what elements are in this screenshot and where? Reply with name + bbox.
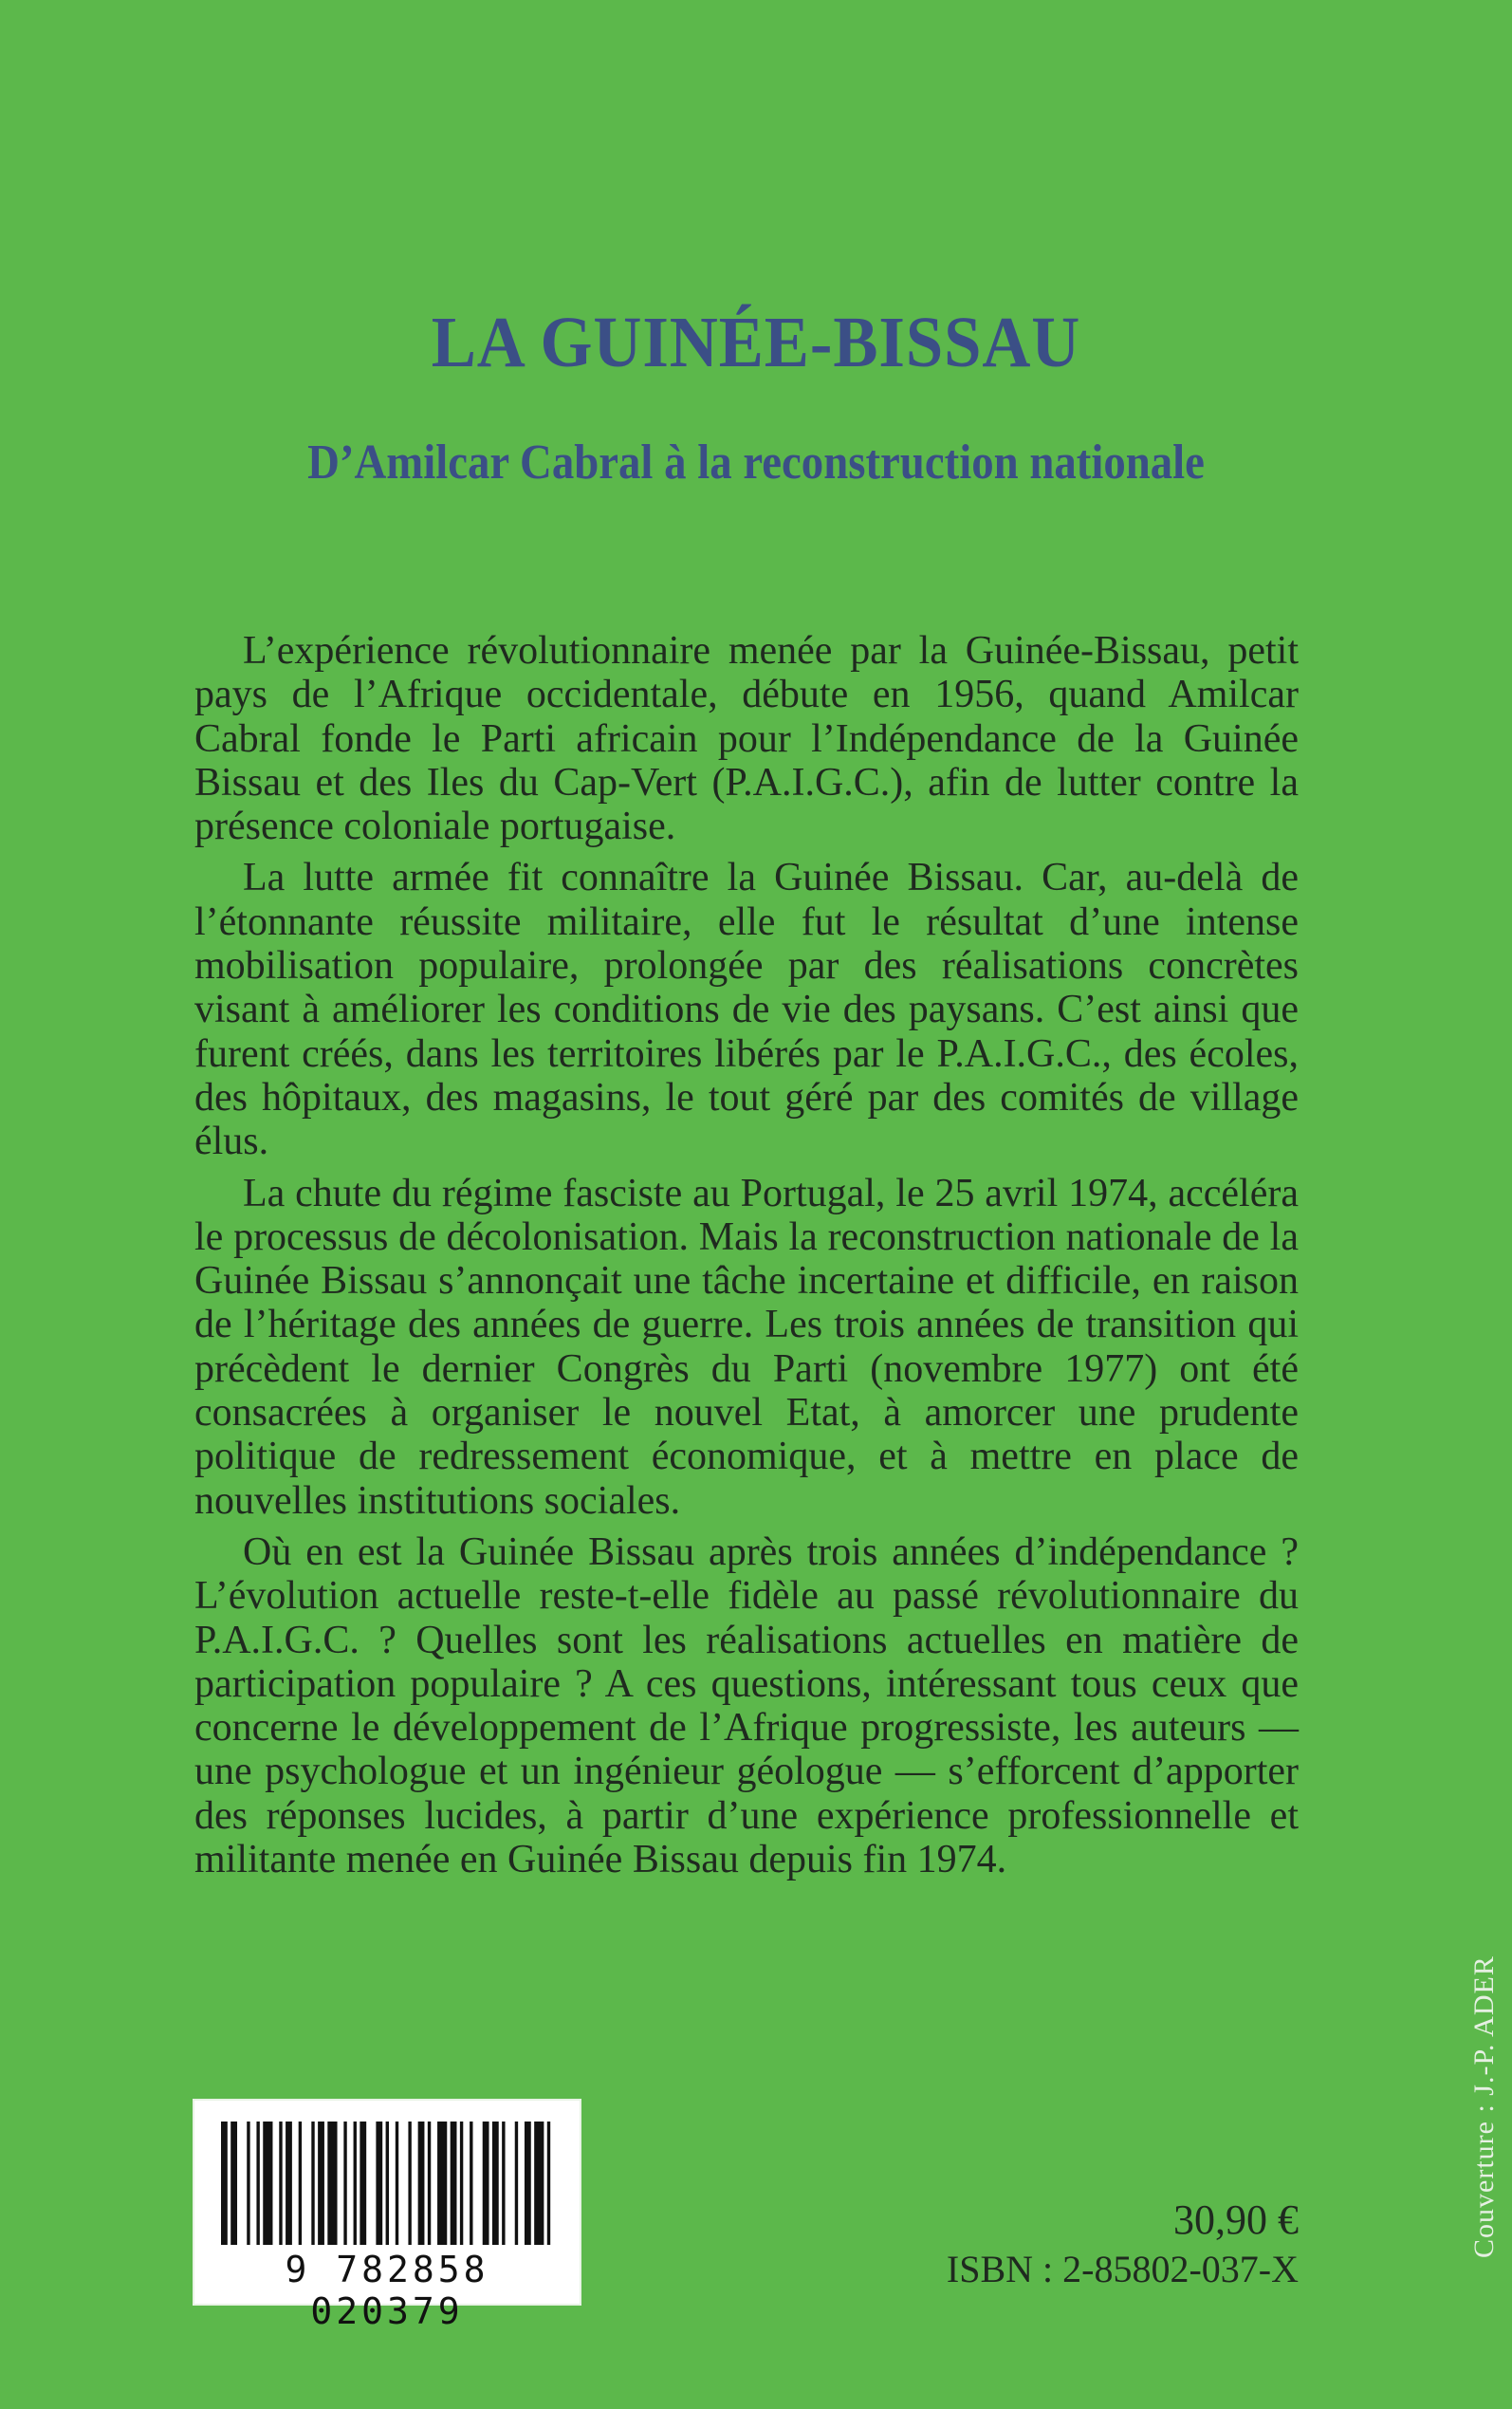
barcode-bar [534, 2122, 544, 2245]
barcode-bar [354, 2122, 357, 2245]
barcode-bar [376, 2122, 382, 2245]
barcode-bar [460, 2122, 463, 2245]
barcode-bar [408, 2122, 411, 2245]
barcode-bar [343, 2122, 346, 2245]
isbn-number: ISBN : 2-85802-037-X [946, 2248, 1299, 2290]
price: 30,90 € [1173, 2196, 1299, 2243]
barcode-bar [547, 2122, 550, 2245]
barcode-bar [230, 2122, 237, 2245]
barcode-bar [360, 2122, 366, 2245]
barcode-bar [492, 2122, 499, 2245]
barcode-bar [437, 2122, 447, 2245]
barcode-bar [525, 2122, 531, 2245]
barcode-bar [515, 2122, 518, 2245]
barcode-bar [502, 2122, 505, 2245]
barcode-bar [483, 2122, 489, 2245]
barcode-bar [279, 2122, 282, 2245]
barcode-bars [221, 2122, 557, 2245]
cover-credit: Couverture : J.-P. ADER [1468, 1955, 1500, 2258]
barcode-digits: 9 782858 020379 [285, 2249, 489, 2332]
barcode-bar [386, 2122, 389, 2245]
isbn-barcode [193, 2099, 581, 2332]
barcode-bar [256, 2122, 259, 2245]
barcode-bar [299, 2122, 302, 2245]
barcode-bar [247, 2122, 249, 2245]
book-subtitle: D’Amilcar Cabral à la reconstruction nationale [307, 435, 1205, 490]
barcode-bar [318, 2122, 324, 2245]
paragraph: L’expérience révolutionnaire menée par la Guinée-Bissau, petit pays de l’Afrique occidentale, débute en 1956, quand Amilcar Cabral fonde le Parti africain pour l’Indépendance de la Guinée Bissau et des Iles du Cap-Vert (P.A.I.G.C.), afin de lutter contre la présence coloniale portugaise. [194, 629, 1299, 849]
back-cover-text [194, 629, 1299, 1889]
paragraph: Où en est la Guinée Bissau après trois années d’indépendance ? L’évolution actuelle reste-t-elle fidèle au passé révolutionnaire du P.A.I.G.C. ? Quelles sont les réalisations actuelles en matière de participation populaire ? A ces questions, intéressant tous ceux que concerne le développement de l’Afrique progressiste, les auteurs — une psychologue et un ingénieur géologue — s’efforcent d’apporter des réponses lucides, à partir d’une expérience professionnelle et militante menée en Guinée Bissau depuis fin 1974. [194, 1529, 1299, 1882]
barcode-bar [396, 2122, 398, 2245]
barcode-bar [311, 2122, 314, 2245]
paragraph: La lutte armée fit connaître la Guinée Bissau. Car, au-delà de l’étonnante réussite militaire, elle fut le résultat d’une intense mobilisation populaire, prolongée par des réalisations concrètes visant à améliorer les conditions de vie des paysans. C’est ainsi que furent créés, dans les territoires libérés par le P.A.I.G.C., des écoles, des hôpitaux, des magasins, le tout géré par des comités de village élus. [194, 856, 1299, 1164]
book-title: LA GUINÉE-BISSAU [431, 303, 1081, 382]
paragraph: La chute du régime fasciste au Portugal, le 25 avril 1974, accéléra le processus de décolonisation. Mais la reconstruction nationale de la Guinée Bissau s’annonçait une tâche incertaine et difficile, en raison de l’héritage des années de guerre. Les trois années de transition qui précèdent le dernier Congrès du Parti (novembre 1977) ont été consacrées à organiser le nouvel Etat, à amorcer une prudente politique de redressement économique, et à mettre en place de nouvelles institutions sociales. [194, 1171, 1299, 1523]
barcode-bar [327, 2122, 337, 2245]
barcode-bar [221, 2122, 228, 2245]
barcode-bar [451, 2122, 457, 2245]
barcode-bar [263, 2122, 272, 2245]
barcode-bar [286, 2122, 292, 2245]
barcode-bar [428, 2122, 431, 2245]
barcode-bar [418, 2122, 425, 2245]
barcode-bar [470, 2122, 472, 2245]
